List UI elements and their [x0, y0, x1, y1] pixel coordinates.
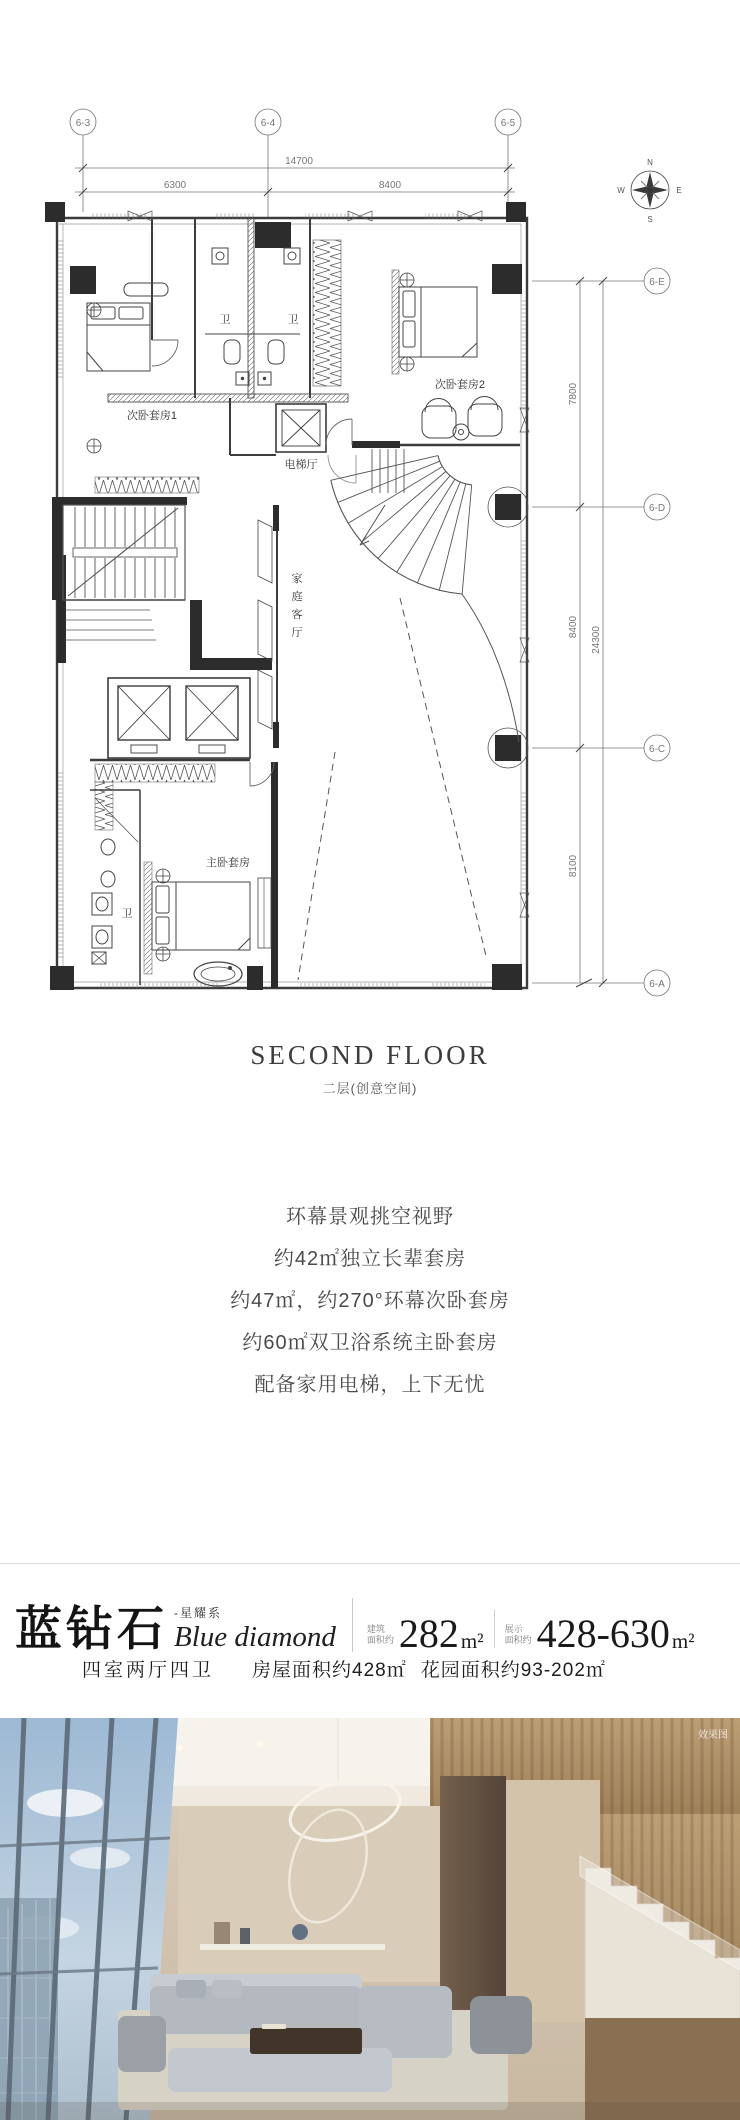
- dim-top-total: 14700: [285, 156, 313, 167]
- compass-s: S: [647, 215, 653, 224]
- compass-e: E: [676, 186, 682, 195]
- floor-title-en: SECOND FLOOR: [250, 1040, 490, 1070]
- feature-line-1: 环幕景观挑空视野: [286, 1206, 454, 1228]
- room-label-family-4: 厅: [291, 627, 303, 639]
- compass-n: N: [647, 158, 653, 167]
- console-table: [200, 1944, 385, 1950]
- feature-line-4: 约60㎡双卫浴系统主卧套房: [242, 1332, 498, 1354]
- grid-label-6-3: 6-3: [75, 118, 91, 129]
- product-name: 蓝钻石: [15, 1604, 168, 1656]
- room-label-bedroom1: 次卧套房1: [126, 410, 178, 422]
- interior-render-photo: [0, 1718, 740, 2120]
- compass-w: W: [617, 186, 625, 195]
- floor-title: [0, 1040, 740, 1097]
- build-area-value: 282: [398, 1611, 459, 1656]
- divider-rule: [0, 1563, 740, 1564]
- grid-label-6-e: 6-E: [649, 277, 665, 288]
- build-area-unit: m²: [460, 1629, 484, 1653]
- show-area-tag2: 面积约: [504, 1635, 532, 1646]
- vertical-divider: [352, 1598, 353, 1652]
- grid-label-6-a: 6-A: [649, 979, 665, 990]
- build-area-tag2: 面积约: [366, 1635, 394, 1646]
- dim-right-total: 24300: [591, 626, 602, 654]
- room-label-bath1: 卫: [219, 314, 231, 326]
- product-bar: [15, 1574, 725, 1654]
- room-label-master: 主卧套房: [206, 857, 250, 869]
- garden-area-spec: 花园面积约93-202㎡: [420, 1660, 606, 1681]
- dim-top-seg2: 8400: [378, 180, 402, 191]
- layout-spec: 四室两厅四卫: [82, 1660, 215, 1681]
- room-label-family-2: 庭: [291, 591, 303, 603]
- floor-plan: [0, 0, 740, 1030]
- feature-line-5: 配备家用电梯，上下无忧: [254, 1374, 486, 1396]
- columns: [45, 202, 526, 990]
- void-boundary: [298, 594, 519, 980]
- grid-system: [70, 109, 670, 996]
- dim-top-seg1: 6300: [163, 180, 187, 191]
- dim-right-seg1: 7800: [568, 382, 579, 406]
- grid-label-6-c: 6-C: [648, 744, 666, 755]
- show-area-group: [504, 1611, 695, 1656]
- build-area-group: [366, 1611, 484, 1656]
- feature-list: [0, 1196, 740, 1406]
- show-area-tag1: 展示: [504, 1623, 523, 1634]
- dim-right-seg2: 8400: [568, 615, 579, 639]
- room-label-elevator-hall: 电梯厅: [284, 459, 318, 471]
- grid-label-6-5: 6-5: [500, 118, 516, 129]
- house-area-spec: 房屋面积约428㎡: [252, 1660, 407, 1681]
- room-label-family-1: 家: [291, 573, 303, 585]
- room-label-bath2: 卫: [287, 314, 299, 326]
- show-area-unit: m²: [671, 1629, 695, 1653]
- product-name-en: Blue diamond: [174, 1621, 336, 1653]
- vertical-divider-small: [494, 1610, 495, 1648]
- product-spec-row: [0, 1655, 740, 1682]
- grid-label-6-4: 6-4: [260, 118, 276, 129]
- product-series-zh: -星耀系: [174, 1606, 222, 1620]
- grid-labels: [76, 118, 665, 990]
- room-label-bedroom2: 次卧套房2: [434, 379, 486, 391]
- render-watermark: 效果图: [698, 1730, 728, 1741]
- bronze-column: [440, 1776, 506, 2022]
- room-label-family-3: 客: [291, 609, 303, 621]
- floor-title-zh: 二层(创意空间): [322, 1081, 418, 1096]
- show-area-value: 428-630: [536, 1611, 670, 1656]
- product-series: [174, 1604, 336, 1652]
- build-area-tag1: 建筑: [366, 1623, 385, 1634]
- feature-line-3: 约47㎡，约270°环幕次卧套房: [230, 1290, 510, 1312]
- grid-label-6-d: 6-D: [648, 503, 666, 514]
- room-label-master-bath: 卫: [121, 908, 133, 920]
- north-compass-icon: [617, 158, 681, 224]
- dim-right-seg3: 8100: [568, 854, 579, 878]
- feature-line-2: 约42㎡独立长辈套房: [273, 1248, 467, 1270]
